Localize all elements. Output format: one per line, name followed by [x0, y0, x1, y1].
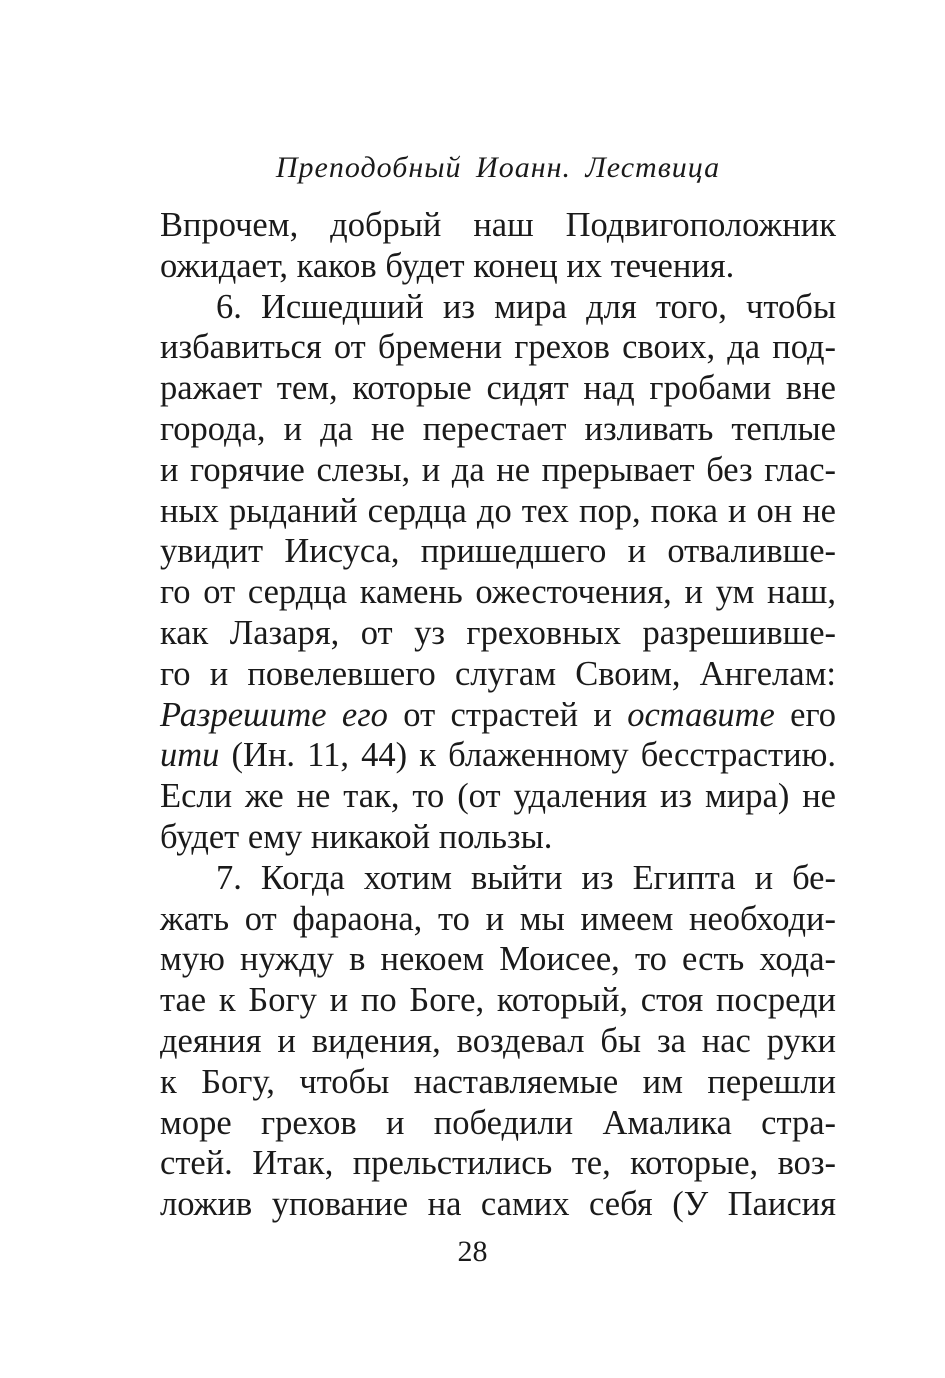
text-segment: тае к Богу и по Боге, который, стоя посреди [160, 981, 836, 1020]
text-segment: 7. Когда хотим выйти из Египта и бе- [216, 858, 836, 897]
text-line [160, 450, 836, 491]
text-segment: Если же не так, то (от удаления из мира) не [160, 777, 836, 816]
text-line [160, 287, 836, 328]
text-line [160, 939, 836, 980]
text-line [160, 1062, 836, 1103]
running-head: Преподобный Иоанн. Лествица [275, 151, 721, 184]
text-segment: го от сердца камень ожесточения, и ум наш, [160, 573, 836, 612]
text-line [160, 776, 836, 817]
text-line [160, 246, 836, 287]
text-line [160, 491, 836, 532]
text-line [160, 817, 836, 858]
text-segment: как Лазаря, от уз греховных разрешивше- [160, 613, 836, 652]
text-segment: 6. Исшедший из мира для того, чтобы [216, 287, 836, 326]
text-segment: ражает тем, которые сидят над гробами вне [160, 369, 836, 408]
text-line [160, 735, 836, 776]
text-segment: (Ин. 11, 44) к блаженному бесстрастию. [219, 736, 836, 775]
text-line [160, 1184, 836, 1225]
italic-quote: Разрешите его [160, 695, 388, 734]
text-segment: мую нужду в некоем Моисее, то есть хода- [160, 940, 836, 979]
text-segment: ожидает, каков будет конец их течения. [160, 246, 735, 285]
text-line [160, 327, 836, 368]
text-segment: го и повелевшего слугам Своим, Ангелам: [160, 654, 836, 693]
text-line [160, 899, 836, 940]
text-line [160, 205, 836, 246]
text-segment: его [774, 695, 837, 734]
text-segment: ных рыданий сердца до тех пор, пока и он не [160, 491, 836, 530]
text-line [160, 409, 836, 450]
text-line [160, 654, 836, 695]
text-segment: и горячие слезы, и да не прерывает без глас- [160, 450, 836, 489]
text-line [160, 858, 836, 899]
text-line [160, 572, 836, 613]
page-number: 28 [457, 1235, 488, 1268]
text-line [160, 531, 836, 572]
text-segment: жать от фараона, то и мы имеем необходи- [160, 899, 836, 938]
italic-quote: ити [160, 736, 220, 775]
text-segment: деяния и видения, воздевал бы за нас руки [160, 1021, 836, 1060]
italic-quote: оставите [627, 695, 775, 734]
text-segment: избавиться от бремени грехов своих, да под- [160, 328, 836, 367]
text-segment: увидит Иисуса, пришедшего и отваливше- [160, 532, 836, 571]
text-line [160, 1103, 836, 1144]
text-segment: стей. Итак, прельстились те, которые, воз- [160, 1144, 836, 1183]
text-segment: от страстей и [387, 695, 628, 734]
text-segment: города, и да не перестает изливать теплые [160, 409, 836, 448]
text-line [160, 613, 836, 654]
text-line [160, 1021, 836, 1062]
text-line [160, 695, 836, 736]
text-segment: к Богу, чтобы наставляемые им перешли [160, 1062, 836, 1101]
text-segment: ложив упование на самих себя (У Паисия [160, 1185, 836, 1224]
text-segment: море грехов и победили Амалика стра- [160, 1103, 836, 1142]
text-line [160, 980, 836, 1021]
text-line [160, 368, 836, 409]
text-line [160, 1143, 836, 1184]
text-segment: Впрочем, добрый наш Подвигоположник [160, 206, 836, 244]
body-text [160, 205, 836, 1225]
text-segment: будет ему никакой пользы. [160, 817, 553, 856]
